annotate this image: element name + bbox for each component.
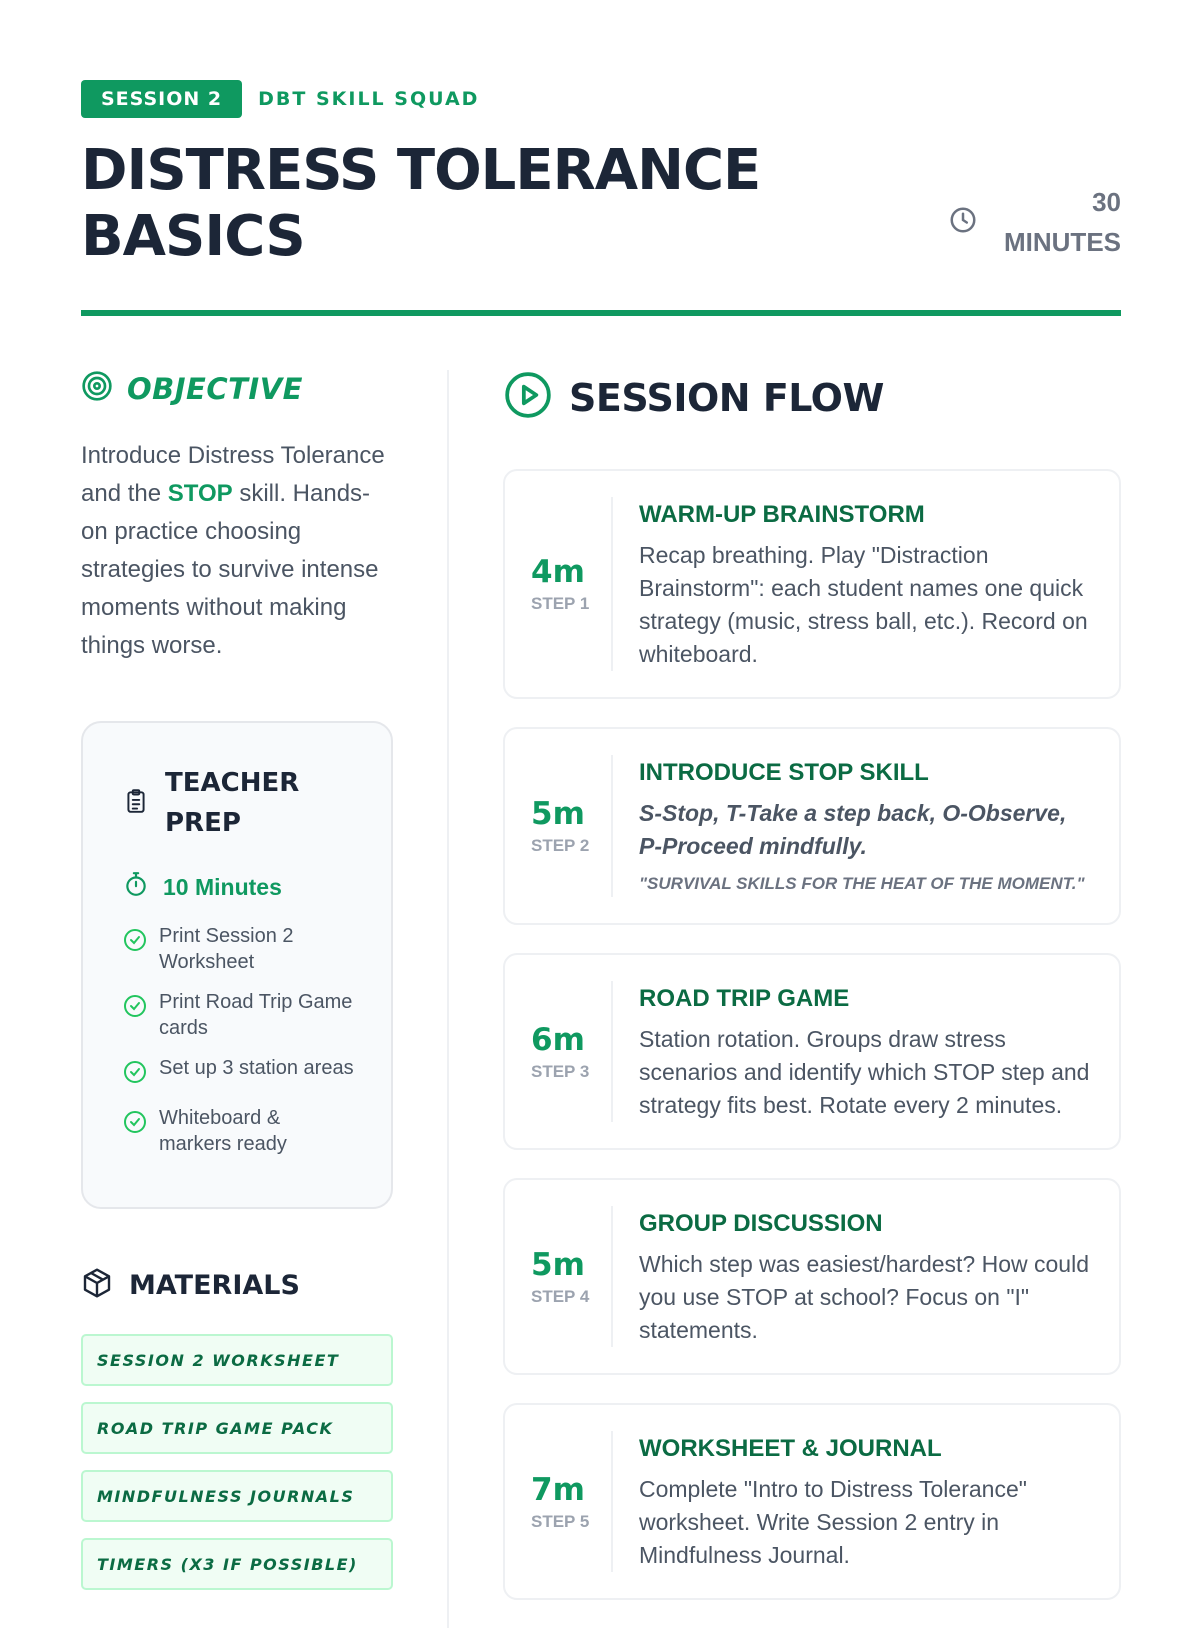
step-title: GROUP DISCUSSION — [639, 1210, 883, 1237]
step-card — [503, 1178, 1121, 1375]
content-columns — [81, 370, 1121, 1628]
prep-time-value: 10 Minutes — [163, 873, 282, 900]
session-duration — [948, 182, 1121, 262]
objective-heading — [81, 370, 393, 407]
step-card — [503, 1403, 1121, 1600]
step-number: STEP 1 — [531, 594, 590, 613]
material-item: TIMERS (X3 IF POSSIBLE) — [81, 1538, 393, 1590]
step-number: STEP 3 — [531, 1061, 590, 1081]
step-minutes: 5m — [531, 796, 585, 832]
material-item: MINDFULNESS JOURNALS — [81, 1470, 393, 1522]
clock-icon — [948, 205, 978, 240]
teacher-prep-heading — [123, 763, 355, 843]
step-title: INTRODUCE STOP SKILL — [639, 759, 929, 786]
play-circle-icon — [503, 370, 553, 425]
page-title: DISTRESS TOLERANCE BASICS — [81, 138, 761, 269]
step-minutes: 7m — [531, 1471, 585, 1508]
materials-title: MATERIALS — [129, 1270, 300, 1301]
step-card — [503, 953, 1121, 1150]
checklist-item: Whiteboard & markers ready — [123, 1105, 355, 1157]
check-circle-icon — [123, 928, 147, 959]
step-minutes: 4m — [531, 554, 585, 590]
checklist-item: Set up 3 station areas — [123, 1055, 355, 1091]
clipboard-icon — [123, 786, 149, 821]
step-title: ROAD TRIP GAME — [639, 985, 850, 1012]
teacher-prep-card — [81, 721, 393, 1209]
prep-checklist — [123, 923, 355, 1157]
step-number: STEP 4 — [531, 1286, 590, 1306]
check-circle-icon — [123, 1060, 147, 1091]
step-description: Recap breathing. Play "Distraction Brainstorm": each student names one quick strategy (music, stress ball, etc.). Record on whiteboard. — [639, 542, 1088, 667]
step-number: STEP 2 — [531, 836, 590, 855]
duration-unit: MINUTES — [1004, 227, 1121, 257]
lesson-plan — [81, 80, 1121, 1628]
objective-title: OBJECTIVE — [127, 371, 303, 406]
checklist-item: Print Road Trip Game cards — [123, 989, 355, 1041]
teacher-prep-title: TEACHER PREP — [165, 768, 300, 838]
program-label: DBT SKILL SQUAD — [258, 88, 480, 110]
step-title: WORKSHEET & JOURNAL — [639, 1435, 942, 1462]
step-list — [503, 469, 1121, 1600]
target-icon — [81, 370, 113, 407]
stopwatch-icon — [123, 871, 149, 903]
step-card — [503, 469, 1121, 699]
step-description: Complete "Intro to Distress Tolerance" worksheet. Write Session 2 entry in Mindfulness Journal. — [639, 1476, 1027, 1568]
step-description: S-Stop, T-Take a step back, O-Observe, P-Proceed mindfully. — [639, 800, 1067, 859]
objective-text: Introduce Distress Tolerance and the STOP skill. Hands-on practice choosing strategies to survive intense moments without making things worse. — [81, 442, 385, 659]
prep-time — [123, 871, 355, 903]
session-flow — [449, 370, 1121, 1628]
step-number: STEP 5 — [531, 1511, 590, 1531]
check-circle-icon — [123, 1110, 147, 1141]
title-row — [81, 138, 1121, 270]
step-quote: "SURVIVAL SKILLS FOR THE HEAT OF THE MOMENT." — [639, 874, 1085, 893]
materials-heading — [81, 1267, 393, 1304]
header-meta — [81, 80, 1121, 118]
checklist-item: Print Session 2 Worksheet — [123, 923, 355, 975]
sidebar — [81, 370, 449, 1628]
step-minutes: 5m — [531, 1246, 585, 1283]
material-item: SESSION 2 WORKSHEET — [81, 1334, 393, 1386]
duration-value: 30 — [1092, 187, 1121, 217]
step-description: Station rotation. Groups draw stress scenarios and identify which STOP step and strategy fits best. Rotate every 2 minutes. — [639, 1026, 1090, 1118]
materials-list — [81, 1334, 393, 1590]
header-divider — [81, 310, 1121, 316]
session-flow-heading — [503, 370, 1121, 425]
box-icon — [81, 1267, 113, 1304]
step-minutes: 6m — [531, 1021, 585, 1058]
step-description: Which step was easiest/hardest? How could you use STOP at school? Focus on "I" statements. — [639, 1251, 1089, 1343]
step-title: WARM-UP BRAINSTORM — [639, 501, 925, 528]
session-flow-title: SESSION FLOW — [569, 375, 884, 420]
material-item: ROAD TRIP GAME PACK — [81, 1402, 393, 1454]
step-card — [503, 727, 1121, 925]
session-badge: SESSION 2 — [81, 80, 242, 118]
objective-highlight: STOP — [167, 480, 233, 507]
check-circle-icon — [123, 994, 147, 1025]
